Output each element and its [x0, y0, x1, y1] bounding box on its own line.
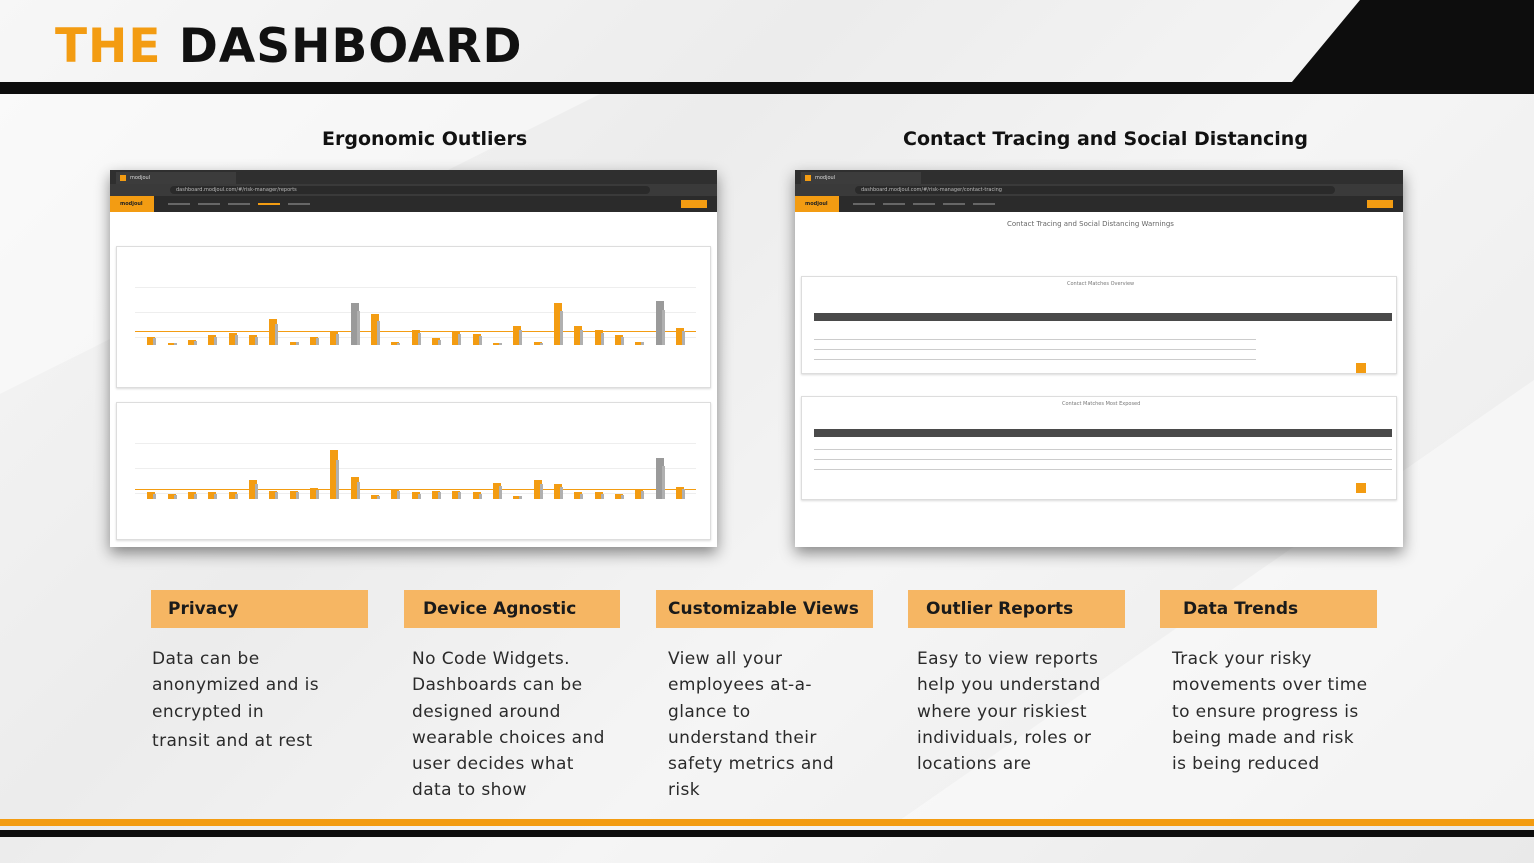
app-navbar	[110, 196, 717, 212]
mini-bar-secondary	[397, 343, 400, 345]
mini-bar-secondary	[214, 494, 217, 499]
mini-bar-secondary	[479, 494, 482, 499]
feature-label-data-trends: Data Trends	[1160, 590, 1377, 628]
browser-tabbar	[110, 170, 717, 184]
page-title-main: DASHBOARD	[178, 19, 523, 74]
mini-bar-secondary	[153, 338, 156, 345]
feature-desc-line: anonymized and is	[152, 675, 320, 696]
nav-item	[943, 203, 965, 205]
mini-bar-secondary	[275, 324, 278, 345]
exposed-table-row	[814, 469, 1392, 470]
nav-item-active	[258, 203, 280, 205]
overview-table-row	[814, 349, 1256, 350]
feature-desc-line: data to show	[412, 780, 527, 801]
feature-desc-line: being made and risk	[1172, 727, 1354, 748]
mini-bar-secondary	[682, 331, 685, 345]
mini-bar-secondary	[153, 494, 156, 499]
mini-bar-secondary	[397, 491, 400, 499]
mini-bar-secondary	[560, 311, 563, 345]
mini-bar-secondary	[662, 310, 665, 345]
mini-bar-secondary	[580, 494, 583, 499]
feature-desc-line: employees at-a-	[668, 675, 812, 696]
bar-series-2	[141, 431, 690, 499]
exposed-table-row	[814, 449, 1392, 450]
feature-desc-line: where your riskiest	[917, 701, 1087, 722]
mini-bar-secondary	[438, 492, 441, 499]
exposed-title: Contact Matches Most Exposed	[1062, 401, 1141, 407]
browser-tabbar	[795, 170, 1403, 184]
feature-desc-line: wearable choices and	[412, 727, 605, 748]
feature-label-privacy: Privacy	[151, 590, 368, 628]
mini-bar-secondary	[458, 492, 461, 499]
mini-bar-secondary	[621, 337, 624, 345]
mini-bar-secondary	[336, 460, 339, 499]
mini-bar-secondary	[296, 342, 299, 345]
mini-bar-secondary	[601, 333, 604, 345]
pagination-active	[1356, 483, 1366, 493]
feature-desc-line: designed around	[412, 701, 561, 722]
mini-bar-secondary	[479, 336, 482, 345]
page-title	[55, 18, 523, 76]
section-title-contact-tracing: Contact Tracing and Social Distancing	[903, 128, 1308, 150]
nav-item	[168, 203, 190, 205]
mini-bar-secondary	[235, 335, 238, 345]
mini-bar-secondary	[255, 337, 258, 345]
feature-desc-outlier-reports	[917, 646, 1101, 777]
chart-panel-2	[116, 402, 711, 540]
feature-label-outlier-reports: Outlier Reports	[908, 590, 1125, 628]
mini-bar-secondary	[316, 490, 319, 499]
feature-desc-customizable-views	[668, 646, 834, 804]
app-logo: modjoul	[110, 196, 154, 212]
chart-panel-1	[116, 246, 711, 388]
mini-bar-secondary	[214, 337, 217, 345]
mini-bar-secondary	[682, 489, 685, 499]
mini-bar-secondary	[235, 494, 238, 499]
mini-bar-secondary	[499, 486, 502, 499]
overview-table-row	[814, 339, 1256, 340]
feature-desc-line: No Code Widgets.	[412, 649, 570, 669]
nav-item	[883, 203, 905, 205]
mini-bar-secondary	[540, 484, 543, 499]
footer-orange-stripe	[0, 819, 1534, 826]
browser-urlbar	[795, 184, 1403, 196]
mini-bar-secondary	[418, 333, 421, 345]
exposed-table-row	[814, 459, 1392, 460]
mini-bar-secondary	[418, 494, 421, 499]
mini-bar-secondary	[662, 466, 665, 499]
feature-desc-line: help you understand	[917, 675, 1101, 696]
feature-desc-line: encrypted in	[152, 701, 265, 722]
mini-bar-secondary	[560, 487, 563, 499]
bar-series-1	[141, 277, 690, 345]
feature-label-customizable-views: Customizable Views	[656, 590, 873, 628]
overview-table-header	[814, 313, 1392, 321]
header-bar	[0, 82, 1534, 94]
feature-desc-data-trends	[1172, 646, 1368, 777]
page-title-accent: THE	[55, 19, 162, 74]
pagination-active	[1356, 363, 1366, 373]
mini-bar-secondary	[194, 341, 197, 345]
overview-panel	[801, 276, 1397, 374]
browser-tab: modjoul	[116, 172, 236, 184]
exposed-panel	[801, 396, 1397, 500]
browser-tab: modjoul	[801, 172, 921, 184]
browser-urlbar	[110, 184, 717, 196]
feature-desc-line: safety metrics and	[668, 754, 835, 775]
feature-desc-line: individuals, roles or	[917, 727, 1092, 748]
feature-label-device-agnostic: Device Agnostic	[404, 590, 620, 628]
feature-desc-privacy	[152, 646, 319, 754]
browser-url: dashboard.modjoul.com/#/risk-manager/reports	[170, 186, 650, 194]
nav-item	[913, 203, 935, 205]
feature-desc-line: locations are	[917, 754, 1032, 775]
mini-bar-secondary	[438, 340, 441, 345]
mini-bar-secondary	[580, 330, 583, 345]
app-logo: modjoul	[795, 196, 839, 212]
mini-bar-secondary	[194, 494, 197, 499]
feature-desc-line: to ensure progress is	[1172, 701, 1359, 722]
mini-bar-secondary	[458, 334, 461, 345]
ergonomic-outliers-screenshot	[110, 170, 717, 547]
mini-bar-secondary	[499, 343, 502, 345]
mini-bar-secondary	[174, 495, 177, 499]
mini-bar-secondary	[377, 321, 380, 345]
nav-item	[853, 203, 875, 205]
feature-desc-line: risk	[668, 780, 701, 801]
mini-bar-secondary	[316, 338, 319, 345]
feature-desc-line: user decides what	[412, 754, 574, 775]
feature-desc-line: Dashboards can be	[412, 675, 583, 696]
mini-bar-secondary	[621, 495, 624, 499]
contact-tracing-screenshot	[795, 170, 1403, 547]
feature-desc-line: Track your risky	[1172, 649, 1312, 669]
feature-desc-line: transit and at rest	[152, 730, 313, 751]
header-wedge	[1282, 0, 1534, 94]
app-navbar	[795, 196, 1403, 212]
mini-bar-secondary	[641, 342, 644, 345]
mini-bar-secondary	[275, 492, 278, 499]
mini-bar-secondary	[641, 491, 644, 499]
feature-desc-line: is being reduced	[1172, 754, 1320, 775]
overview-title: Contact Matches Overview	[1067, 281, 1135, 287]
mini-bar-secondary	[357, 311, 360, 345]
nav-item	[973, 203, 995, 205]
feature-desc-device-agnostic	[412, 646, 605, 804]
mini-bar-secondary	[519, 330, 522, 345]
mini-bar-secondary	[336, 334, 339, 345]
feature-desc-line: understand their	[668, 727, 817, 748]
mini-bar-secondary	[540, 343, 543, 345]
nav-item	[228, 203, 250, 205]
mini-bar-secondary	[357, 482, 360, 499]
feature-desc-line: glance to	[668, 701, 751, 722]
feature-desc-line: View all your	[668, 649, 783, 669]
nav-item	[198, 203, 220, 205]
browser-url: dashboard.modjoul.com/#/risk-manager/contact-tracing	[855, 186, 1335, 194]
mini-bar-secondary	[519, 496, 522, 499]
feature-desc-line: Easy to view reports	[917, 649, 1099, 669]
mini-bar-secondary	[255, 484, 258, 499]
feature-desc-line: movements over time	[1172, 675, 1368, 696]
mini-bar-secondary	[296, 492, 299, 499]
exposed-table-header	[814, 429, 1392, 437]
footer-black-stripe	[0, 830, 1534, 837]
nav-item	[288, 203, 310, 205]
nav-cta-button	[681, 200, 707, 208]
overview-table-row	[814, 359, 1256, 360]
section-title-ergonomic: Ergonomic Outliers	[322, 128, 528, 150]
mini-bar-secondary	[601, 494, 604, 499]
feature-desc-line: Data can be	[152, 649, 260, 669]
mini-bar-secondary	[174, 343, 177, 345]
contact-tracing-heading: Contact Tracing and Social Distancing Warnings	[1007, 220, 1174, 228]
mini-bar-secondary	[377, 496, 380, 499]
nav-cta-button	[1367, 200, 1393, 208]
